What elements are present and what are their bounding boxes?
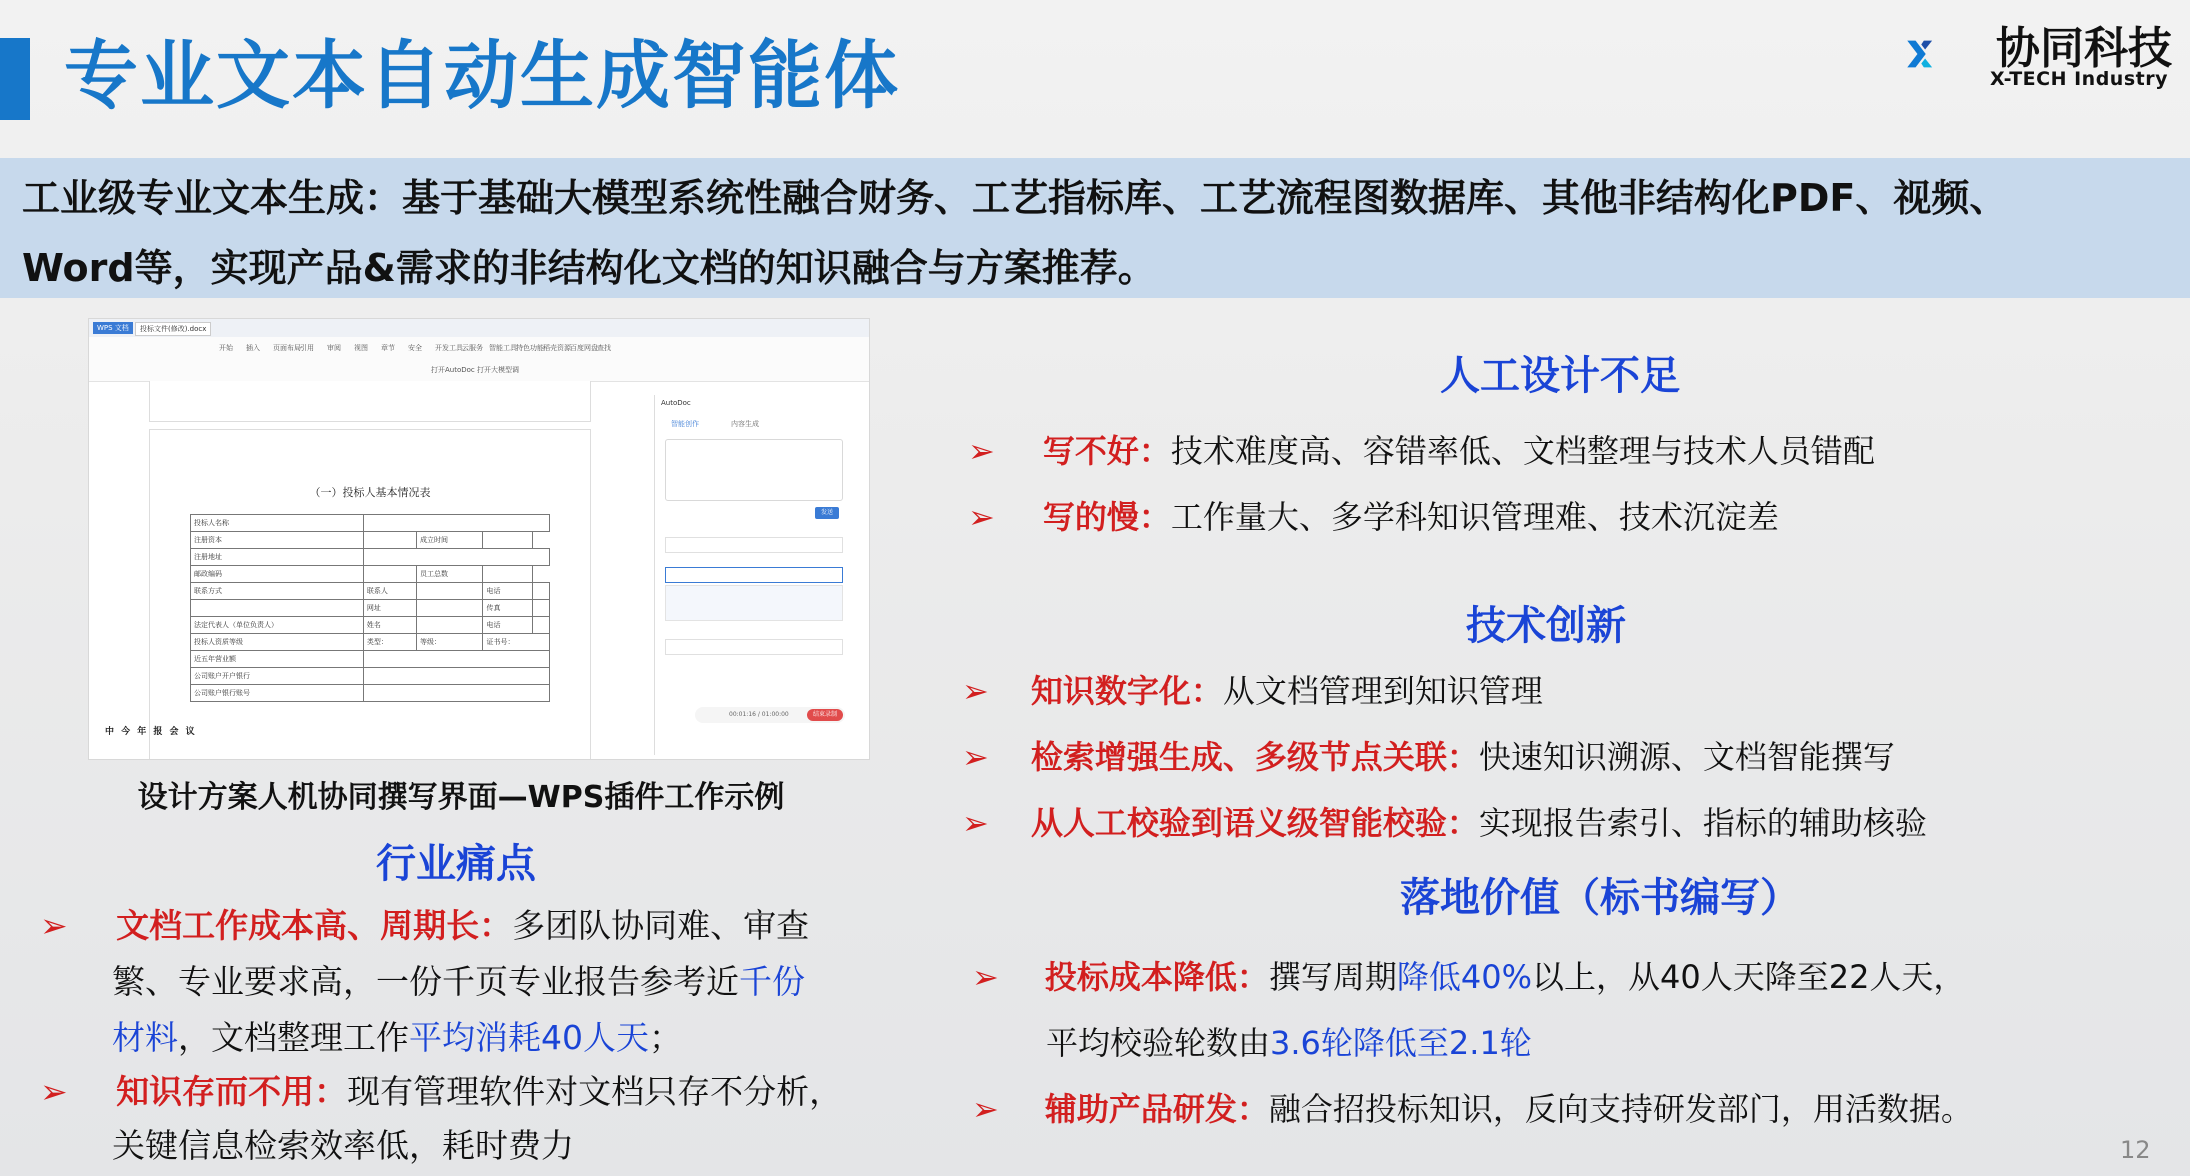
table-title: （一）投标人基本情况表 — [309, 486, 431, 499]
table-cell: 投标人资质等级 — [191, 634, 364, 651]
wps-title-bar — [89, 319, 869, 337]
manual-issue-1-text: 技术难度高、容错率低、文档整理与技术人员错配 — [1170, 432, 1875, 470]
value-2 — [972, 1076, 1973, 1142]
pain-point-1-highlight-2: 材料 — [112, 1018, 178, 1057]
side-tab-smart[interactable]: 智能创作 — [671, 420, 699, 428]
innovation-2-label: 检索增强生成、多级节点关联： — [1030, 738, 1479, 776]
wps-toolbar-item[interactable]: 视图 — [354, 344, 368, 352]
wps-toolbar-item[interactable]: 开发工具 — [435, 344, 463, 352]
innovation-1-label: 知识数字化： — [1030, 672, 1223, 710]
table-cell — [363, 651, 549, 668]
autodoc-side-panel — [654, 395, 855, 755]
value-2-text: 融合招投标知识，反向支持研发部门，用活数据。 — [1268, 1090, 1973, 1128]
table-row — [191, 549, 550, 566]
logo-subtitle: X-TECH Industry — [1990, 68, 2168, 90]
innovation-2 — [962, 724, 1895, 790]
innovation-3-label: 从人工校验到语义级智能校验： — [1030, 804, 1479, 842]
wps-toolbar-item[interactable]: 安全 — [408, 344, 422, 352]
pain-point-1-text-a: 多团队协同难、审查 — [512, 906, 810, 945]
intro-banner — [0, 158, 2190, 298]
value-1-text-b: 以上，从40人天降至22人天， — [1531, 958, 1966, 996]
radio-group[interactable] — [665, 673, 841, 683]
wps-toolbar-item[interactable]: 章节 — [381, 344, 395, 352]
value-1-highlight-1: 降低40% — [1396, 958, 1532, 996]
option-select-2[interactable] — [665, 567, 843, 583]
table-row — [191, 685, 550, 702]
table-cell — [533, 617, 550, 634]
wps-toolbar2-item[interactable]: 打开AutoDoc — [431, 366, 475, 374]
innovation-3-text: 实现报告索引、指标的辅助核验 — [1478, 804, 1927, 842]
wps-plugin-screenshot — [88, 318, 870, 760]
table-cell: 等级： — [417, 634, 483, 651]
table-cell: 电话 — [483, 583, 533, 600]
heading-manual-design: 人工设计不足 — [1440, 353, 1680, 399]
date-range-input[interactable] — [665, 639, 843, 655]
x-tech-logo-icon — [1906, 8, 1992, 100]
wps-toolbar-item[interactable]: 智能工具 — [489, 344, 517, 352]
manual-issue-1-label: 写不好： — [1042, 432, 1171, 470]
manual-issue-2 — [968, 484, 1779, 550]
wps-toolbar — [89, 337, 869, 382]
doc-page-prev — [149, 381, 591, 422]
table-cell: 证书号： — [483, 634, 550, 651]
option-select-1[interactable] — [665, 537, 843, 553]
arrow-icon: ➢ — [962, 804, 989, 842]
table-cell — [363, 566, 416, 583]
dropdown-list[interactable] — [665, 585, 843, 621]
arrow-icon: ➢ — [40, 906, 68, 945]
arrow-icon: ➢ — [972, 1090, 999, 1128]
wps-toolbar2-item[interactable]: 打开大模型调 — [477, 366, 519, 374]
heading-pain-points: 行业痛点 — [376, 841, 536, 887]
stamp-text: 中 今 年 报 会 议 — [105, 727, 197, 737]
table-row — [191, 617, 550, 634]
table-row — [191, 566, 550, 583]
table-cell: 传真 — [483, 600, 533, 617]
page-title: 专业文本自动生成智能体 — [64, 33, 900, 119]
wps-toolbar-item[interactable]: 审阅 — [327, 344, 341, 352]
table-cell: 联系方式 — [191, 583, 364, 600]
table-cell — [363, 532, 416, 549]
send-button[interactable]: 发送 — [815, 507, 839, 519]
table-cell: 邮政编码 — [191, 566, 364, 583]
banner-line-2: Word等，实现产品&需求的非结构化文档的知识融合与方案推荐。 — [22, 246, 1156, 290]
wps-toolbar-item[interactable]: 稻壳资源 — [543, 344, 571, 352]
wps-toolbar-item[interactable]: 特色功能 — [516, 344, 544, 352]
table-cell — [533, 600, 550, 617]
pain-point-2 — [40, 1064, 842, 1120]
table-cell — [363, 549, 549, 566]
innovation-1 — [962, 658, 1543, 724]
table-cell: 网址 — [363, 600, 416, 617]
table-row — [191, 532, 550, 549]
value-1-label: 投标成本降低： — [1044, 958, 1269, 996]
pain-point-1-line3 — [112, 1010, 682, 1066]
table-cell: 姓名 — [363, 617, 416, 634]
pain-point-1-text-d: ； — [649, 1018, 682, 1057]
table-cell: 近五年营业额 — [191, 651, 364, 668]
table-cell — [363, 668, 549, 685]
manual-issue-2-label: 写的慢： — [1042, 498, 1171, 536]
table-cell: 成立时间 — [417, 532, 483, 549]
heading-tech-innovation: 技术创新 — [1466, 603, 1626, 649]
innovation-3 — [962, 790, 1927, 856]
logo-name: 协同科技 — [1996, 23, 2172, 74]
value-1-text-c: 平均校验轮数由 — [1046, 1024, 1271, 1062]
pain-point-1-text-b: 繁、专业要求高，一份千页专业报告参考近 — [112, 962, 739, 1001]
table-cell: 类型： — [363, 634, 416, 651]
innovation-1-text: 从文档管理到知识管理 — [1222, 672, 1543, 710]
pain-point-2-text-b: 关键信息检索效率低，耗时费力 — [112, 1126, 574, 1165]
arrow-icon: ➢ — [972, 958, 999, 996]
table-cell: 投标人名称 — [191, 515, 364, 532]
table-cell: 联系人 — [363, 583, 416, 600]
arrow-icon: ➢ — [968, 432, 995, 470]
pain-point-1-label: 文档工作成本高、周期长： — [116, 906, 513, 945]
side-tab-content[interactable]: 内容生成 — [731, 420, 759, 428]
wps-toolbar-item[interactable]: 页面布局 — [273, 344, 301, 352]
pain-point-2-text-a: 现有管理软件对文档只存不分析， — [347, 1072, 843, 1111]
page-number: 12 — [2120, 1136, 2151, 1164]
value-1-text-a: 撰写周期 — [1268, 958, 1397, 996]
table-cell — [363, 685, 549, 702]
screenshot-caption: 设计方案人机协同撰写界面—WPS插件工作示例 — [137, 780, 785, 815]
recording-time: 00:01:16 / 01:00:00 — [729, 711, 789, 718]
side-panel-title: AutoDoc — [661, 399, 691, 407]
table-cell — [483, 566, 533, 583]
pain-point-1-line2 — [112, 954, 805, 1010]
table-cell: 公司账户开户银行 — [191, 668, 364, 685]
arrow-icon: ➢ — [968, 498, 995, 536]
doc-page — [149, 429, 591, 760]
pain-point-1-highlight-1: 千份 — [739, 962, 805, 1001]
arrow-icon: ➢ — [40, 1072, 68, 1111]
table-cell: 法定代表人（单位负责人） — [191, 617, 364, 634]
table-row — [191, 668, 550, 685]
title-accent-bar — [0, 38, 30, 120]
pain-point-2-label: 知识存而不用： — [116, 1072, 348, 1111]
pain-point-1-highlight-3: 平均消耗40人天 — [409, 1018, 649, 1057]
value-2-label: 辅助产品研发： — [1044, 1090, 1269, 1128]
pain-point-1-text-c: ，文档整理工作 — [178, 1018, 409, 1057]
table-cell — [417, 583, 483, 600]
table-row — [191, 651, 550, 668]
manual-issue-1 — [968, 418, 1875, 484]
table-cell — [483, 532, 533, 549]
banner-line-1: 工业级专业文本生成：基于基础大模型系统性融合财务、工艺指标库、工艺流程图数据库、其他非结构化PDF、视频、 — [22, 176, 2008, 220]
pain-point-1 — [40, 898, 809, 954]
recording-bar — [695, 707, 845, 723]
wps-toolbar-item[interactable]: 引用 — [300, 344, 314, 352]
table-row — [191, 634, 550, 651]
wps-toolbar-item[interactable]: 云服务 — [462, 344, 483, 352]
value-1-line2 — [1046, 1010, 1532, 1076]
table-cell — [417, 617, 483, 634]
arrow-icon: ➢ — [962, 672, 989, 710]
wps-app-tab: WPS 文档 — [93, 322, 133, 334]
table-cell — [363, 515, 549, 532]
innovation-2-text: 快速知识溯源、文档智能撰写 — [1478, 738, 1895, 776]
table-cell: 电话 — [483, 617, 533, 634]
stop-recording-button[interactable]: 结束录制 — [807, 709, 843, 721]
heading-landing-value: 落地价值（标书编写） — [1400, 875, 1800, 921]
value-1 — [972, 944, 1965, 1010]
table-cell: 员工总数 — [417, 566, 483, 583]
manual-issue-2-text: 工作量大、多学科知识管理难、技术沉淀差 — [1170, 498, 1779, 536]
wps-toolbar-item[interactable]: 百度网盘 — [570, 344, 598, 352]
wps-doc-tab: 投标文件(修改).docx — [135, 322, 211, 336]
table-cell — [533, 583, 550, 600]
table-row — [191, 515, 550, 532]
table-cell: 注册资本 — [191, 532, 364, 549]
wps-toolbar-item[interactable]: 开始 — [219, 344, 233, 352]
wps-toolbar-item[interactable]: 插入 — [246, 344, 260, 352]
table-cell: 注册地址 — [191, 549, 364, 566]
table-cell — [191, 600, 364, 617]
table-cell — [417, 600, 483, 617]
bidder-info-table — [190, 514, 550, 702]
arrow-icon: ➢ — [962, 738, 989, 776]
table-cell: 公司账户银行账号 — [191, 685, 364, 702]
wps-toolbar-item[interactable]: 查找 — [597, 344, 611, 352]
value-1-highlight-2: 3.6轮降低至2.1轮 — [1270, 1024, 1532, 1062]
table-row — [191, 583, 550, 600]
prompt-input[interactable] — [665, 439, 843, 501]
table-row — [191, 600, 550, 617]
